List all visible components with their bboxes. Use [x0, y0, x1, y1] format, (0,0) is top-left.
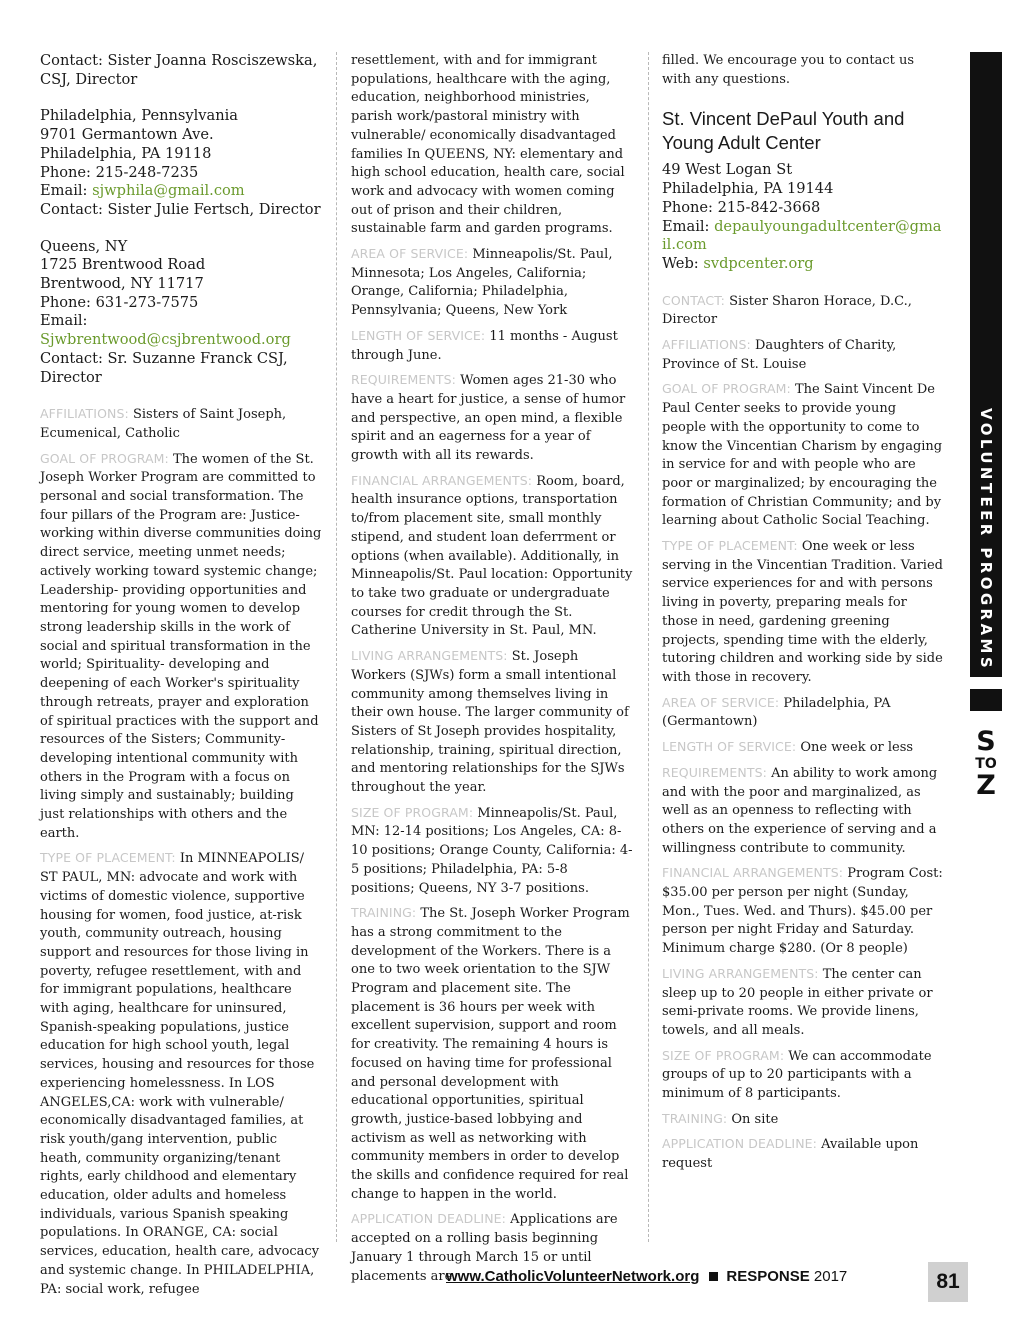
section-text: Room, board, health insurance options, transportation to/from placement site, small monthly stipend, and student loan deferrment or options (when available). Additionally, in Minneapolis/St. Paul location: Opportunity to take two graduate or undergraduate courses for credit through the St. Catherine University in St. Paul, MN. — [351, 473, 633, 639]
section-label: AFFILIATIONS: — [662, 337, 751, 353]
queens-location-block — [40, 238, 322, 388]
section-tab-label: VOLUNTEER PROGRAMS — [977, 407, 995, 671]
affiliations-section — [662, 336, 944, 374]
training-section — [351, 904, 633, 1204]
section-text: Sisters of Saint Joseph, Ecumenical, Catholic — [40, 407, 287, 441]
section-label: LENGTH OF SERVICE: — [351, 327, 486, 343]
email-line — [40, 182, 322, 201]
size-section — [351, 804, 633, 899]
section-text: Women ages 21-30 who have a heart for justice, a sense of humor and perspective, an open mind, a flexible spirit and an eagerness for a year of growth with all its rewards. — [351, 373, 626, 464]
section-label: APPLICATION DEADLINE: — [351, 1211, 506, 1227]
section-sidebar — [970, 52, 1002, 1242]
section-text: One week or less — [800, 740, 914, 756]
section-label: TYPE OF PLACEMENT: — [662, 538, 798, 554]
column-divider — [336, 52, 337, 1242]
section-text: Program Cost: $35.00 per person per night (Sunday, Mon., Tues. Wed. and Thurs). $45.00 per person per night Friday and Saturday. Minimum charge $280. (Or 8 people) — [662, 866, 943, 957]
section-text: In MINNEAPOLIS/ ST PAUL, MN: advocate and work with victims of domestic violence, supportive housing for women, food justice, at-risk youth, community outreach, housing support and resources for those living in poverty, refugee resettlement, with and for immigrant populations, healthcare with aging, healthcare for uninsured, Spanish-speaking populations, justice education for high school youth, legal services, housing and resources for those experiencing homelessness. In LOS ANGELES,CA: work with vulnerable/ economically disadvantaged families, at risk youth/gang intervention, public heath, community organizing/tenant rights, early childhood and elementary education, older adults and homeless individuals, various Spanish speaking populations. In ORANGE, CA: social services, education, health care, advocacy and systemic change. In PHILADELPHIA, PA: social work, refugee — [40, 851, 320, 1297]
financial-section — [662, 864, 944, 959]
range-start: S — [976, 726, 996, 757]
section-text: Philadelphia, PA (Germantown) — [662, 695, 891, 730]
goal-section — [40, 450, 322, 844]
living-section — [662, 965, 944, 1041]
web-line — [662, 255, 944, 274]
publication-name: RESPONSE — [726, 1268, 810, 1285]
section-label: AREA OF SERVICE: — [351, 246, 469, 262]
section-text: An ability to work among and with the poor and marginalized, as well as an openness to reflecting with others on the experience of serving and a willingness contribute to community. — [662, 765, 938, 856]
range-to: TO — [975, 756, 997, 772]
page-footer — [446, 1268, 847, 1285]
range-marker — [970, 689, 1002, 711]
section-text: We can accommodate groups of up to 20 participants with a minimum of 8 participants. — [662, 1048, 932, 1102]
address-line: 49 West Logan St — [662, 161, 793, 179]
phone: Phone: 215-248-7235 — [40, 163, 199, 181]
section-label: AREA OF SERVICE: — [662, 694, 780, 710]
section-text: On site — [731, 1111, 779, 1127]
email-link[interactable]: sjwphila@gmail.com — [92, 182, 245, 200]
web-label: Web: — [662, 254, 704, 272]
contact-line: Contact: Sister Julie Fertsch, Director — [40, 200, 321, 218]
email-line — [662, 218, 944, 255]
range-end: Z — [976, 770, 996, 801]
column-2 — [351, 52, 633, 1292]
section-label: FINANCIAL ARRANGEMENTS: — [662, 865, 844, 881]
organization-contact-block — [662, 161, 944, 273]
phone: Phone: 631-273-7575 — [40, 293, 199, 311]
email-link[interactable]: depaulyoungadultcenter@gmail.com — [662, 217, 942, 254]
footer-url[interactable]: www.CatholicVolunteerNetwork.org — [446, 1268, 700, 1285]
address-line: 9701 Germantown Ave. — [40, 126, 214, 144]
area-section — [351, 245, 633, 321]
email-label: Email: — [662, 217, 715, 235]
deadline-continued: filled. We encourage you to contact us with any questions. — [662, 53, 915, 87]
location-name: Philadelphia, Pennsylvania — [40, 107, 238, 125]
section-label: FINANCIAL ARRANGEMENTS: — [351, 472, 533, 488]
contact-block — [40, 52, 322, 89]
section-text: Sister Sharon Horace, D.C., Director — [662, 293, 912, 328]
section-text: The women of the St. Joseph Worker Program are committed to personal and social transformation. The four pillars of the Program are: Justice- working within diverse communities doing direct service, meeting unmet needs; actively working toward systemic change; Leadership- providing opportunities and mentoring for young women to develop strong leadership skills in the work of social and spiritual transformation in the world; Spirituality- developing and deepening of each Worker's spirituality through retreats, prayer and exploration of spiritual practices with the support and resources of the Sisters; Community- developing intentional community with others in the Program with a focus on living simply and sustainably; building just relationships with others and the earth. — [40, 451, 322, 841]
section-label: LIVING ARRANGEMENTS: — [662, 965, 819, 981]
email-link[interactable]: Sjwbrentwood@csjbrentwood.org — [40, 331, 291, 349]
alphabet-range — [970, 728, 1002, 800]
section-label: LENGTH OF SERVICE: — [662, 739, 797, 755]
column-1 — [40, 52, 322, 1305]
philadelphia-location-block — [40, 107, 322, 219]
address-line: Brentwood, NY 11717 — [40, 275, 204, 293]
section-text: One week or less serving in the Vincentian Tradition. Varied service experiences for and with persons living in poverty, preparing meals for those in need, gardening greening projects, spending time with the elderly, tutoring children and working side by side with those in recovery. — [662, 539, 943, 685]
section-label: LIVING ARRANGEMENTS: — [351, 648, 508, 664]
contact-section — [662, 292, 944, 330]
phone: Phone: 215-842-3668 — [662, 198, 821, 216]
section-text: 11 months - August through June. — [351, 328, 618, 363]
column-3 — [662, 52, 944, 1180]
section-label: GOAL OF PROGRAM: — [662, 381, 791, 397]
financial-section — [351, 472, 633, 641]
section-text: Minneapolis/St. Paul, Minnesota; Los Angeles, California; Orange, California; Philadelphia, Pennsylvania; Queens, New York — [351, 247, 613, 319]
address-line: 1725 Brentwood Road — [40, 256, 206, 274]
section-label: REQUIREMENTS: — [351, 372, 456, 388]
requirements-section — [662, 764, 944, 859]
training-section — [662, 1110, 944, 1130]
size-section — [662, 1047, 944, 1104]
section-label: TRAINING: — [351, 905, 417, 921]
page-number: 81 — [928, 1262, 968, 1302]
section-text: St. Joseph Workers (SJWs) form a small intentional community among themselves living in their own house. The larger community of Sisters of St Joseph provides hospitality, relationship, training, spiritual direction, and mentoring relationships for the SJWs throughout the year. — [351, 649, 629, 796]
section-label: TYPE OF PLACEMENT: — [40, 850, 176, 866]
length-section — [351, 327, 633, 365]
section-text: Daughters of Charity, Province of St. Louise — [662, 338, 897, 372]
affiliations-section — [40, 405, 322, 443]
email-label: Email: — [40, 312, 88, 330]
organization-title: St. Vincent DePaul Youth and Young Adult Center — [662, 108, 905, 154]
address-line: Philadelphia, PA 19118 — [40, 144, 212, 162]
section-text: The Saint Vincent De Paul Center seeks to provide young people with the opportunity to come to know the Vincentian Charism by engaging in service for and with people who are poor or marginalized; by encouraging the formation of Christian Community; and by learning about Catholic Social Teaching. — [662, 382, 943, 529]
location-name: Queens, NY — [40, 237, 128, 255]
section-label: SIZE OF PROGRAM: — [351, 804, 474, 820]
area-section — [662, 694, 944, 732]
section-text: Applications are accepted on a rolling basis beginning January 1 through March 15 or until placements are — [351, 1212, 618, 1284]
section-label: GOAL OF PROGRAM: — [40, 450, 169, 466]
length-section — [662, 738, 944, 758]
section-text: The center can sleep up to 20 people in either private or semi-private rooms. We provide linens, towels, and all meals. — [662, 966, 933, 1038]
website-link[interactable]: svdpcenter.org — [703, 254, 814, 272]
placement-section — [662, 537, 944, 688]
section-text: The St. Joseph Worker Program has a strong commitment to the development of the Workers. There is a one to two week orientation to the SJW Program and placement site. The placement is 36 hours per week with excellent supervision, support and room for creativity. The remaining 4 hours is focused on having time for professional and personal development with educational opportunities, spiritual growth, justice-based lobbying and activism as well as networking with community members in order to develop the skills and confidence required for real change to happen in the world. — [351, 906, 630, 1202]
section-label: REQUIREMENTS: — [662, 764, 767, 780]
section-label: CONTACT: — [662, 292, 725, 308]
square-bullet-icon — [709, 1272, 718, 1281]
requirements-section — [351, 371, 633, 466]
deadline-section — [662, 1135, 944, 1173]
section-label: AFFILIATIONS: — [40, 406, 129, 422]
contact-line: Contact: Sister Joanna Rosciszewska, CSJ, Director — [40, 52, 318, 88]
contact-line: Contact: Sr. Suzanne Franck CSJ, Director — [40, 349, 288, 386]
email-label: Email: — [40, 182, 93, 200]
section-label: APPLICATION DEADLINE: — [662, 1136, 817, 1152]
publication-year: 2017 — [813, 1268, 848, 1285]
living-section — [351, 647, 633, 798]
section-text: Available upon request — [662, 1137, 919, 1172]
placement-continued: resettlement, with and for immigrant populations, healthcare with the aging, education, neighborhood ministries, parish work/pastoral ministry with vulnerable/ economically disadvantaged families In QUEENS, NY: elementary and high school education, health care, social work and advocacy with women coming out of prison and their children, sustainable farm and garden programs. — [351, 53, 625, 237]
section-text: Minneapolis/St. Paul, MN: 12-14 positions; Los Angeles, CA: 8-10 positions; Orange County, California: 4-5 positions; Philadelphia, PA: 5-8 positions; Queens, NY 3-7 positions. — [351, 805, 633, 896]
placement-section — [40, 849, 322, 1299]
section-label: TRAINING: — [662, 1110, 728, 1126]
email-line — [40, 312, 322, 349]
column-divider — [648, 52, 649, 1242]
section-label: SIZE OF PROGRAM: — [662, 1047, 785, 1063]
address-line: Philadelphia, PA 19144 — [662, 180, 834, 198]
goal-section — [662, 380, 944, 531]
